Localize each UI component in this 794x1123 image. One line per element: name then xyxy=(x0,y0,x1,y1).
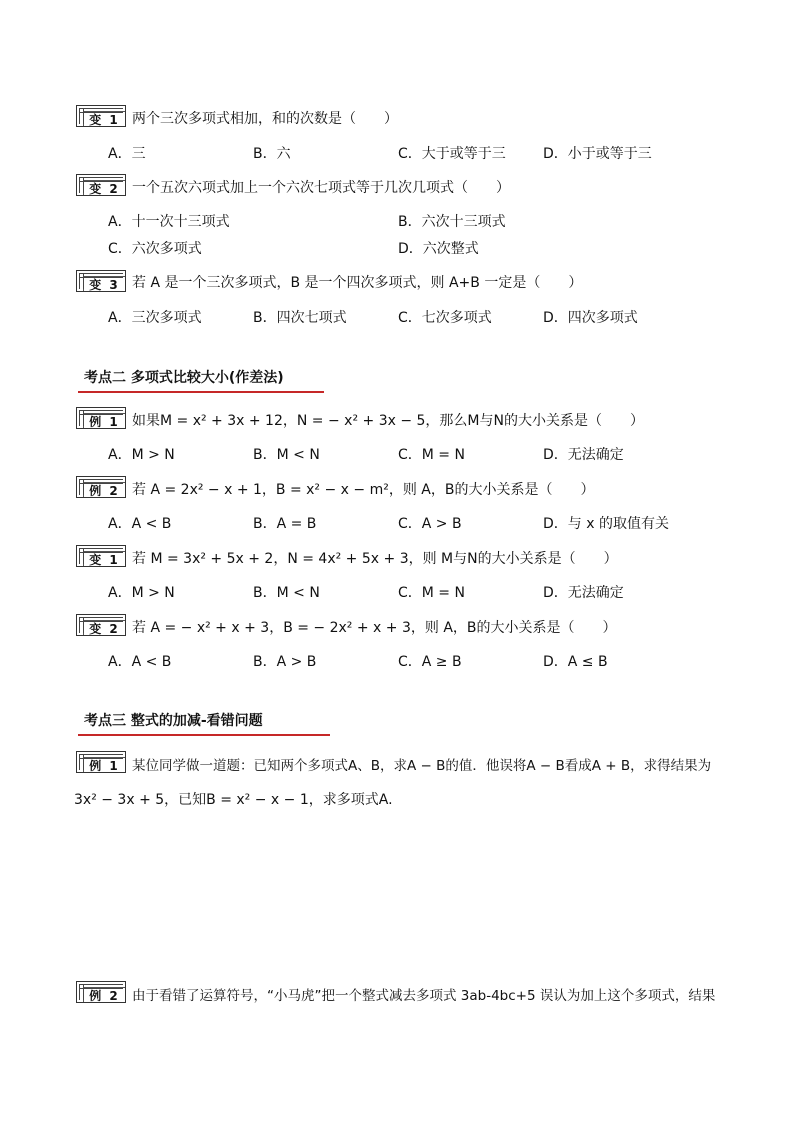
section-title: 考点二 多项式比较大小(作差法) xyxy=(78,367,324,393)
option-d: D．无法确定 xyxy=(543,585,624,601)
option-d: D．小于或等于三 xyxy=(543,146,652,162)
option-b: B．M < N xyxy=(253,585,320,601)
option-b: B．A > B xyxy=(253,654,317,670)
option-a: A．三次多项式 xyxy=(108,310,202,326)
option-a: A．十一次十三项式 xyxy=(108,214,230,230)
option-d: D．六次整式 xyxy=(398,241,479,257)
question-text: 两个三次多项式相加，和的次数是（ ） xyxy=(132,111,398,127)
option-d: D．四次多项式 xyxy=(543,310,638,326)
question-text: 如果M = x² + 3x + 12，N = − x² + 3x − 5，那么M与N的大小关系是（ ） xyxy=(132,413,644,429)
option-c: C．大于或等于三 xyxy=(398,146,506,162)
question-text: 一个五次六项式加上一个六次七项式等于几次几项式（ ） xyxy=(132,180,510,196)
option-b: B．A = B xyxy=(253,516,317,532)
option-d: D．A ≤ B xyxy=(543,654,608,670)
option-a: A．A < B xyxy=(108,654,172,670)
question-text: 若 A 是一个三次多项式，B 是一个四次多项式，则 A+B 一定是（ ） xyxy=(132,275,583,291)
question-text: 若 M = 3x² + 5x + 2，N = 4x² + 5x + 3，则 M与N的大小关系是（ ） xyxy=(132,551,618,567)
option-d: D．与 x 的取值有关 xyxy=(543,516,669,532)
option-c: C．六次多项式 xyxy=(108,241,202,257)
label-badge: 例 1 xyxy=(76,751,126,773)
label-badge: 例 2 xyxy=(76,981,126,1003)
option-c: C．M = N xyxy=(398,585,465,601)
label-badge: 变 1 xyxy=(76,105,126,127)
question-text: 若 A = − x² + x + 3，B = − 2x² + x + 3，则 A，B的大小关系是（ ） xyxy=(132,620,617,636)
question-text: 若 A = 2x² − x + 1，B = x² − x − m²，则 A，B的大小关系是（ ） xyxy=(132,482,595,498)
option-a: A．M > N xyxy=(108,447,175,463)
question-text: 由于看错了运算符号，“小马虎”把一个整式减去多项式 3ab-4bc+5 误认为加上这个多项式，结果 xyxy=(132,988,716,1004)
option-b: B．M < N xyxy=(253,447,320,463)
label-badge: 变 3 xyxy=(76,270,126,292)
question-text-continued: 3x² − 3x + 5，已知B = x² − x − 1，求多项式A. xyxy=(74,792,393,808)
question-text: 某位同学做一道题：已知两个多项式A、B，求A − B的值．他误将A − B看成A + B，求得结果为 xyxy=(132,758,712,774)
label-badge: 变 2 xyxy=(76,614,126,636)
label-badge: 例 2 xyxy=(76,476,126,498)
option-c: C．A ≥ B xyxy=(398,654,462,670)
option-b: B．四次七项式 xyxy=(253,310,347,326)
option-b: B．六 xyxy=(253,146,291,162)
section-title: 考点三 整式的加减-看错问题 xyxy=(78,710,330,736)
option-a: A．三 xyxy=(108,146,146,162)
option-c: C．M = N xyxy=(398,447,465,463)
label-badge: 变 2 xyxy=(76,174,126,196)
option-c: C．A > B xyxy=(398,516,462,532)
option-a: A．M > N xyxy=(108,585,175,601)
option-d: D．无法确定 xyxy=(543,447,624,463)
option-a: A．A < B xyxy=(108,516,172,532)
option-b: B．六次十三项式 xyxy=(398,214,506,230)
label-badge: 变 1 xyxy=(76,545,126,567)
option-c: C．七次多项式 xyxy=(398,310,492,326)
label-badge: 例 1 xyxy=(76,407,126,429)
